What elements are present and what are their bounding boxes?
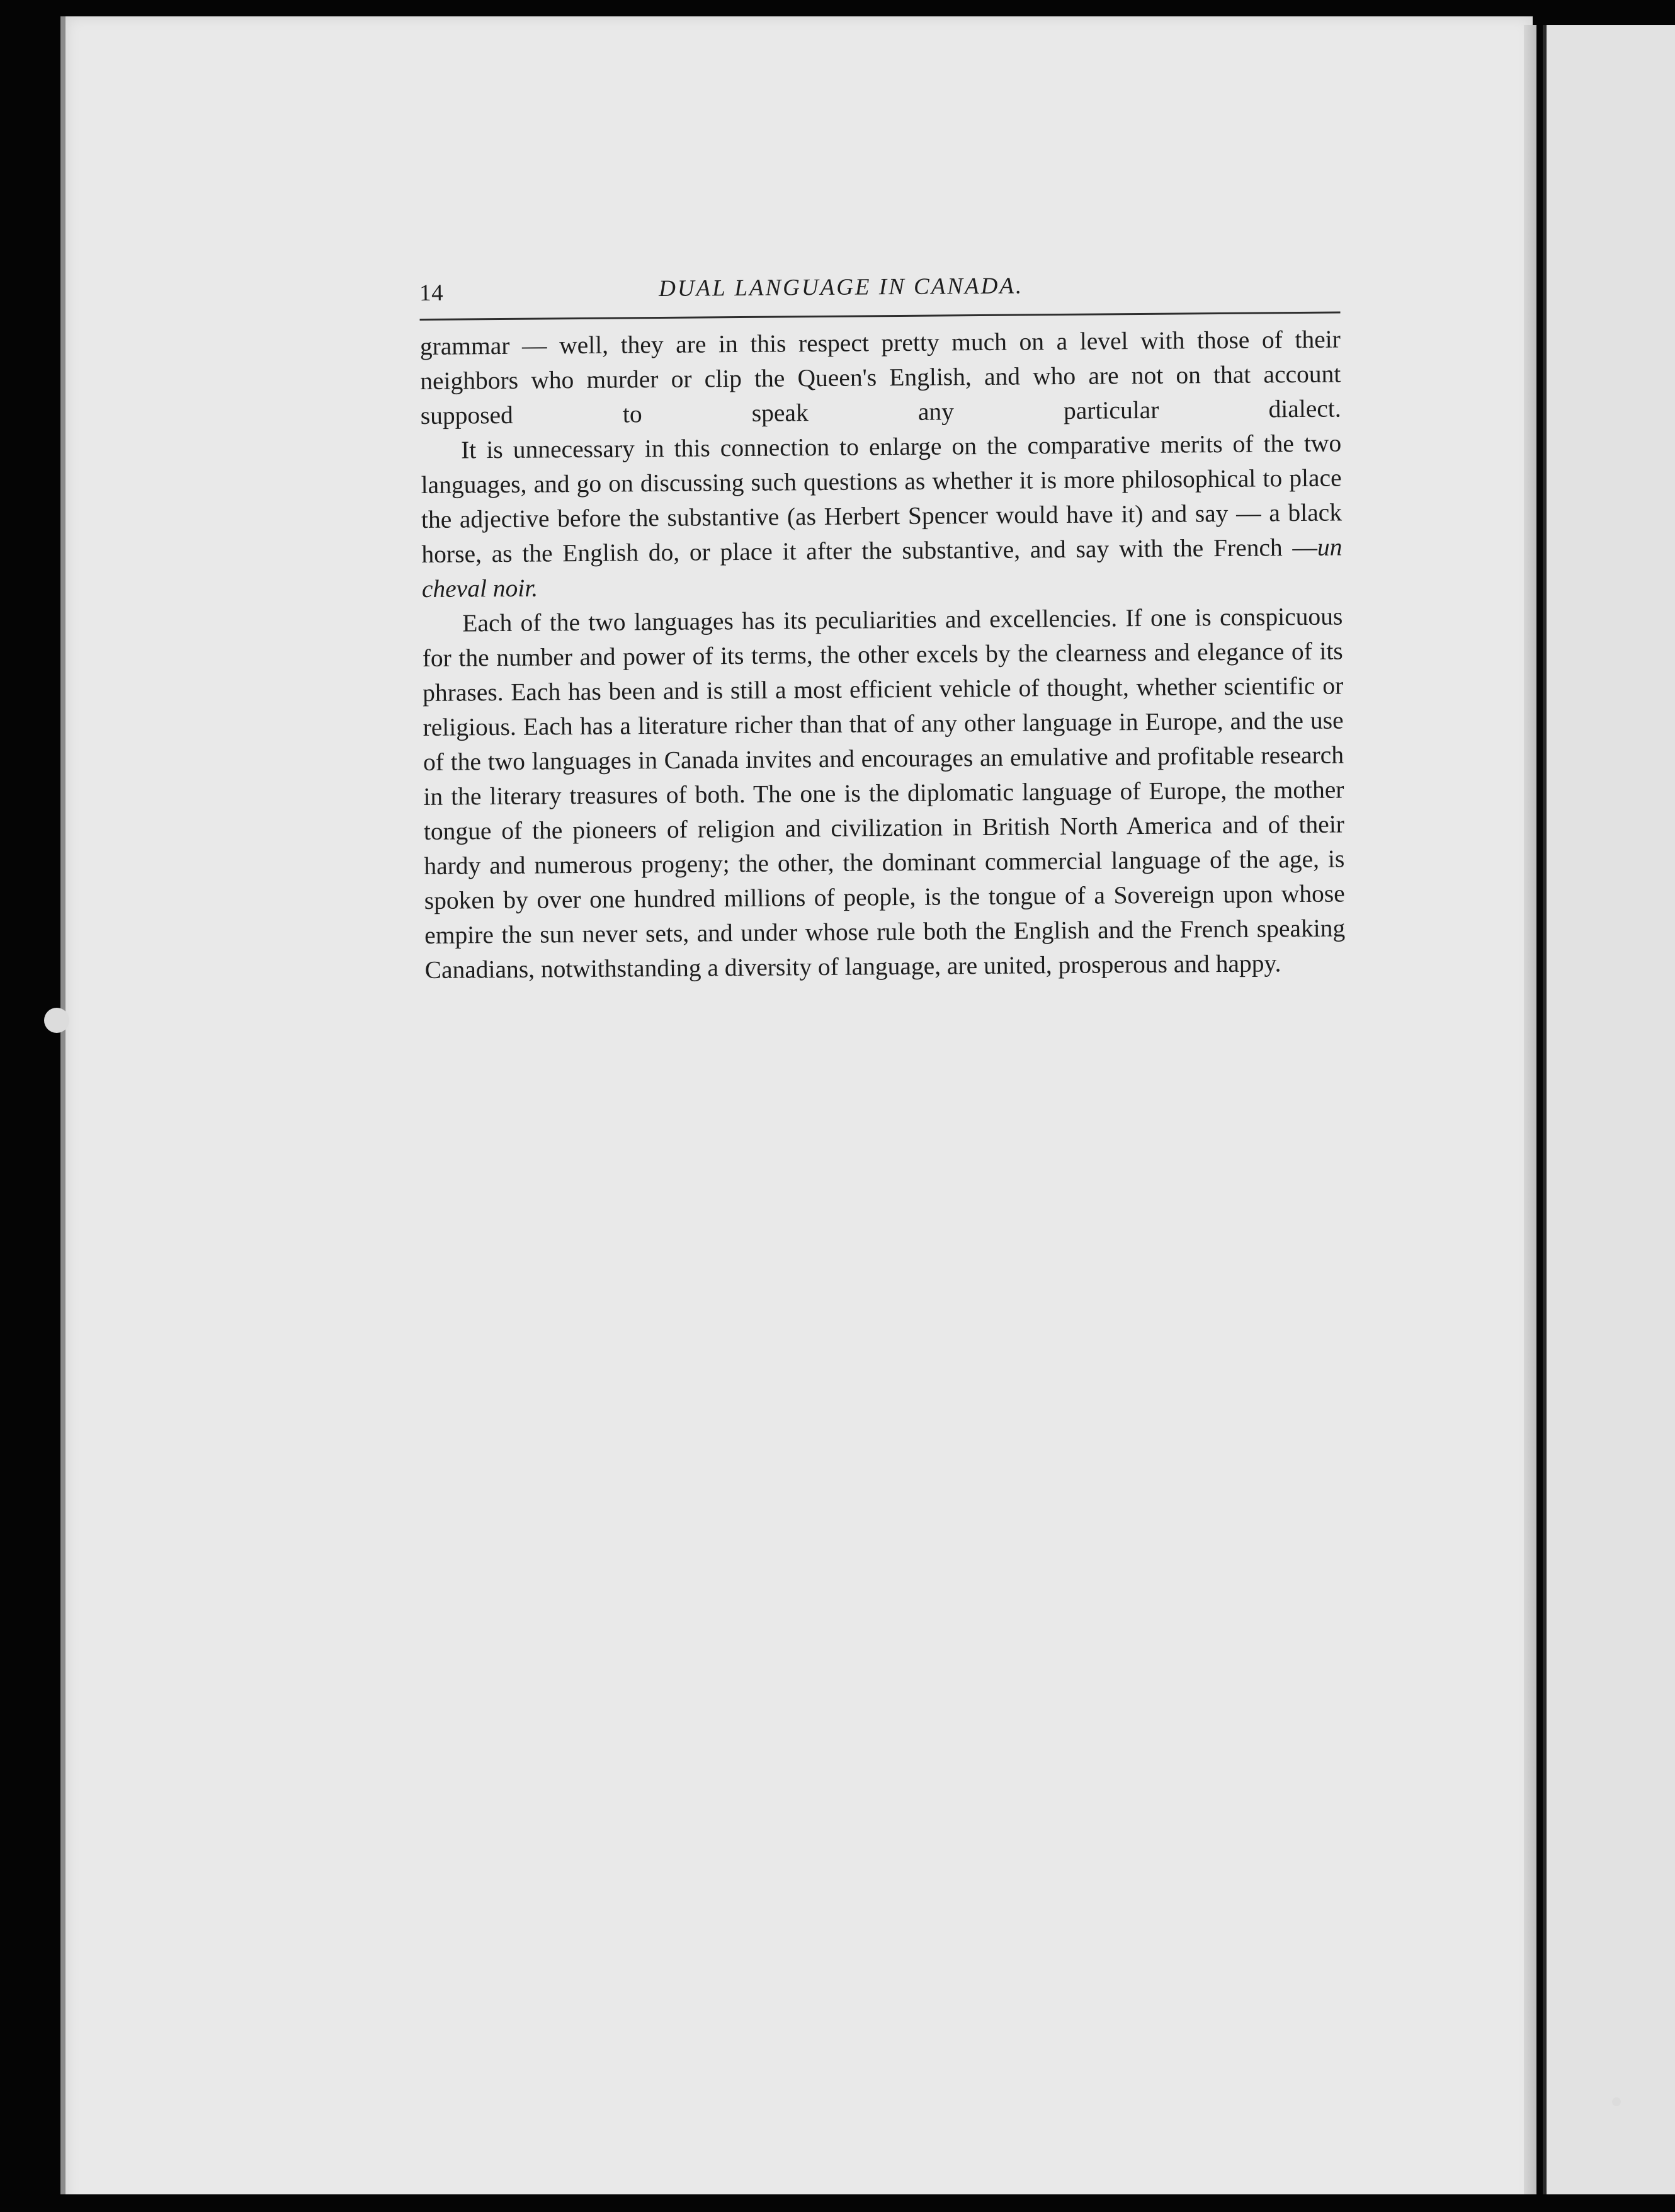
running-head bbox=[419, 270, 1340, 315]
paragraph-indent bbox=[422, 631, 462, 632]
paragraph-3-text: Each of the two languages has its peculiarities and excellencies. If one is conspicuous for the number and power of its terms, the other excels by the clearness and elegance of its phrases. Each has been and is still a most efficient vehicle of thought, whether scientific or religious. Each has a literature richer than that of any other language in Europe, and the use of the two languages in Canada invites and encourages an emulative and profitable research in the literary treasures of both. The one is the diplomatic language of Europe, the mother tongue of the pioneers of religion and civilization in British North America and of their hardy and numerous progeny; the other, the dominant commercial language of the age, is spoken by over one hundred millions of people, is the tongue of a Sovereign upon whose empire the sun never sets, and under whose rule both the English and the French speaking Canadians, notwithstanding a diversity of language, are united, prosperous and happy. bbox=[422, 602, 1346, 984]
paragraph-indent bbox=[421, 458, 461, 459]
paragraph-2 bbox=[421, 426, 1343, 607]
scan-bottom-border bbox=[0, 2194, 1675, 2212]
adjacent-page-edge bbox=[1543, 25, 1675, 2212]
running-title: DUAL LANGUAGE IN CANADA. bbox=[658, 273, 1024, 302]
paragraph-2-italic-text: un cheval noir. bbox=[421, 533, 1343, 603]
page-number: 14 bbox=[419, 280, 444, 306]
paragraph-1-text: grammar — well, they are in this respect pretty much on a level with those of their neighbors who murder or clip the Queen's English, and who are not on that account supposed to speak any particular dialect. bbox=[419, 325, 1341, 430]
page-gutter bbox=[1524, 25, 1536, 2212]
paragraph-1 bbox=[420, 322, 1341, 433]
dust-speck bbox=[44, 1008, 69, 1033]
page-text-block bbox=[419, 270, 1346, 988]
dust-speck bbox=[1612, 2097, 1621, 2106]
paragraph-2-text: It is unnecessary in this connection to enlarge on the comparative merits of the two languages, and go on discussing such questions as whether it is more philosophical to place the adjective before the substantive (as Herbert Spencer would have it) and say — a black horse, as the English do, or place it after the substantive, and say with the French — bbox=[421, 429, 1343, 568]
paragraph-3 bbox=[422, 600, 1346, 988]
